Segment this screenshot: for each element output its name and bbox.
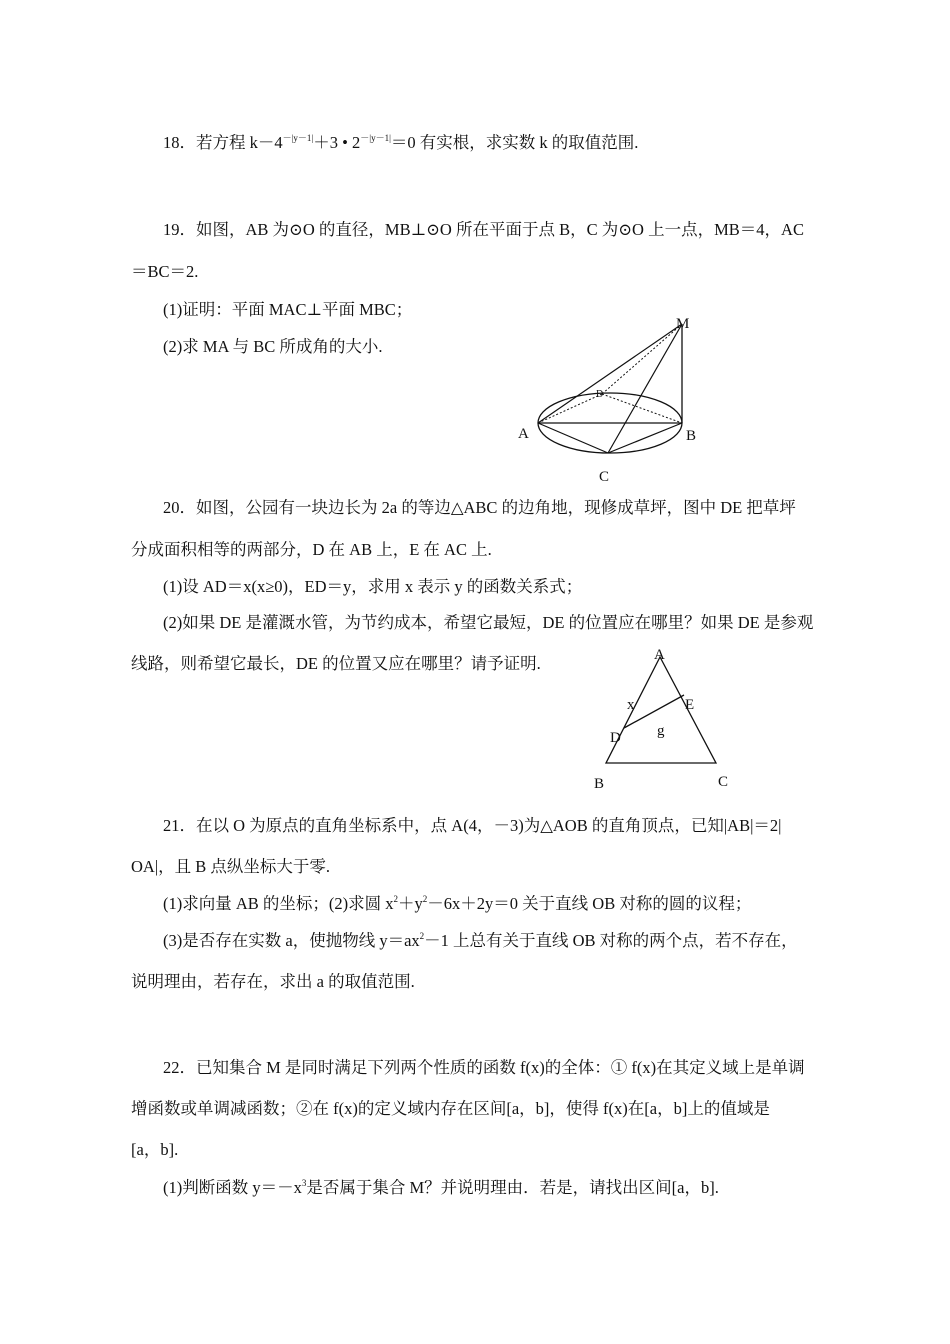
q19-label-d: D — [596, 389, 604, 400]
q20-label-a: A — [654, 647, 665, 663]
q19-label-m: M — [676, 316, 690, 332]
q19-figure-circle-pyramid — [530, 310, 730, 480]
q21-part3c: 说明理由，若存在，求出 a 的取值范围. — [131, 972, 415, 991]
segment-ma — [538, 324, 682, 423]
q20-part2b: 线路，则希望它最长，DE 的位置又应在哪里？请予证明. — [131, 654, 541, 673]
q18-text: 18．若方程 $k-4^{-|y-1|}+3$ • $2^{-|y-1|}=0$ 有实根，求实数 k 的取值范围. — [163, 133, 639, 152]
q20-label-b: B — [594, 776, 605, 792]
q19-label-b: B — [686, 428, 697, 444]
q19-label-a: A — [518, 426, 529, 442]
q21-line2: OA|，且 B 点纵坐标大于零. — [131, 857, 331, 876]
q19-label-c: C — [599, 469, 610, 485]
q19-line1: 19．如图，AB 为⊙O 的直径，MB⊥⊙O 所在平面于点 B，C 为⊙O 上一点，MB＝4，AC — [163, 220, 804, 239]
segment-mc — [608, 324, 682, 453]
q21-line1: 21．在以 O 为原点的直角坐标系中，点 A(4，－3)为△AOB 的直角顶点，已知|AB|＝2| — [163, 816, 782, 835]
q20-figure-triangle — [590, 645, 750, 775]
q18-number: 18． — [163, 133, 196, 152]
q22-line1: 22．已知集合 M 是同时满足下列两个性质的函数 f(x)的全体：① f(x)在其定义域上是单调 — [163, 1058, 805, 1077]
segment-bc — [608, 423, 682, 453]
q19-part1: (1)证明：平面 MAC⊥平面 MBC； — [163, 300, 413, 319]
q20-label-x: x — [627, 697, 635, 713]
q20-part2a: (2)如果 DE 是灌溉水管，为节约成本，希望它最短，DE 的位置应在哪里？如果 DE 是参观 — [163, 613, 814, 632]
dotted-md — [602, 324, 682, 394]
q19-line2: ＝BC＝2. — [131, 262, 199, 281]
q21-part3a: (3)是否存在实数 a，使抛物线 $y=ax^2-1$ 上总有关于直线 OB 对称的两个点，若不存在， — [163, 931, 798, 950]
triangle-abc — [606, 657, 716, 763]
q20-part1: (1)设 AD＝x(x≥0)，ED＝y，求用 x 表示 y 的函数关系式； — [163, 577, 583, 596]
q22-line3: [a，b]. — [131, 1140, 179, 1159]
q22-line2: 增函数或单调减函数；②在 f(x)的定义域内存在区间[a，b]，使得 f(x)在[a，b]上的值域是 — [131, 1099, 770, 1118]
q20-label-g: g — [657, 723, 665, 739]
q19-part2: (2)求 MA 与 BC 所成角的大小. — [163, 337, 383, 356]
q20-label-e: E — [685, 697, 695, 713]
q20-line1: 20．如图，公园有一块边长为 2a 的等边△ABC 的边角地，现修成草坪，图中 DE 把草坪 — [163, 498, 796, 517]
q22-part1: (1)判断函数 $y=-x^3$是否属于集合 M？并说明理由．若是，请找出区间[a，b]. — [163, 1178, 719, 1197]
q20-label-d: D — [610, 730, 621, 746]
dotted-db — [602, 394, 682, 423]
q21-part1: (1)求向量 AB 的坐标；(2)求圆 $x^2+y^2-6x+2y=0$ 关于直线 OB 对称的圆的议程； — [163, 894, 752, 913]
q20-line2: 分成面积相等的两部分，D 在 AB 上，E 在 AC 上. — [131, 540, 492, 559]
q20-label-c: C — [718, 774, 729, 790]
